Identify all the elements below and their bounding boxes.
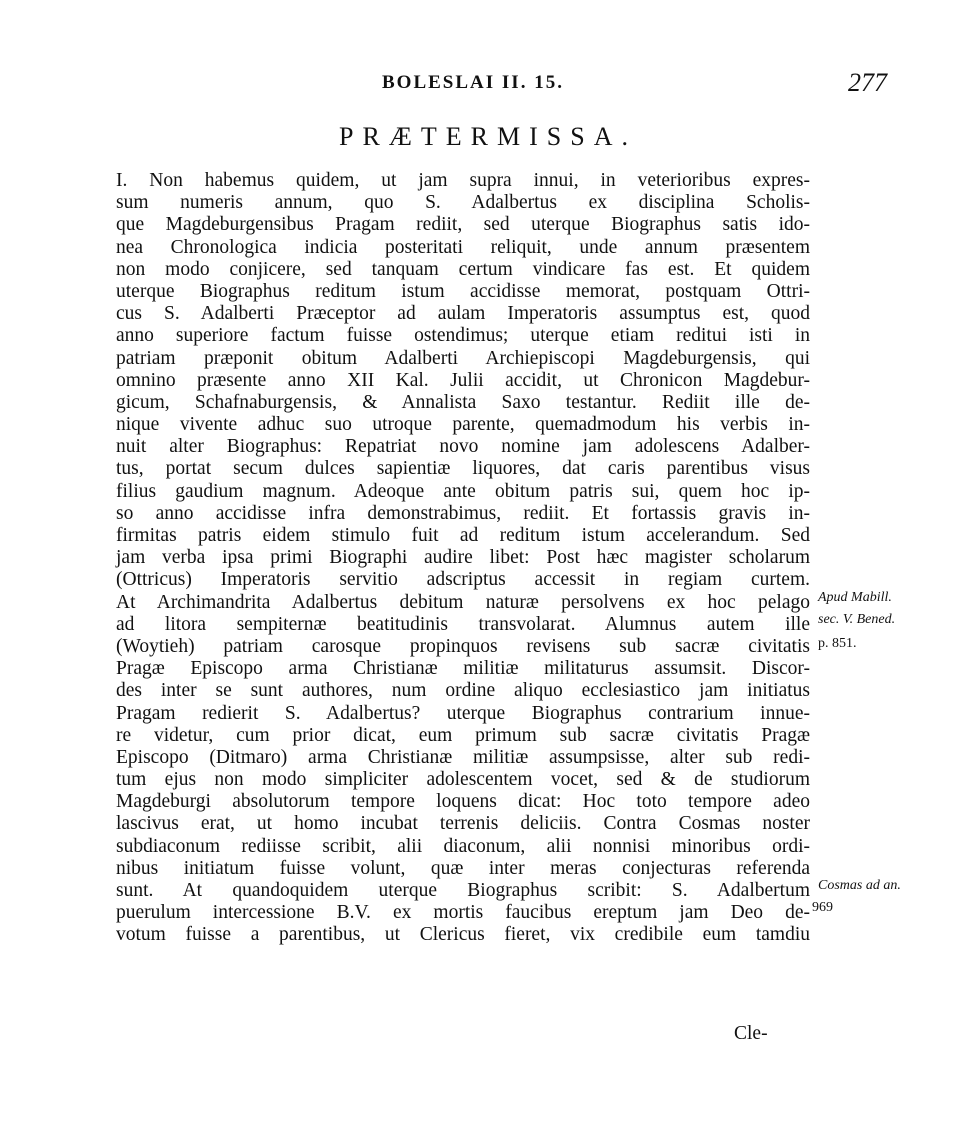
- text-line: re videtur, cum prior dicat, eum primum sub sacræ civitatis Pragæ: [116, 724, 810, 746]
- page-number: 277: [848, 68, 887, 97]
- text-line: votum fuisse a parentibus, ut Clericus fieret, vix credibile eum tamdiu: [116, 924, 810, 946]
- catchword: Cle-: [734, 1023, 768, 1044]
- text-line: ad litora sempiternæ beatitudinis transvolarat. Alumnus autem ille: [116, 613, 810, 635]
- text-line: des inter se sunt authores, num ordine aliquo ecclesiastico jam initiatus: [116, 680, 810, 702]
- section-title: PRÆTERMISSA.: [339, 122, 637, 151]
- text-line: anno superiore factum fuisse ostendimus; uterque etiam reditui isti in: [116, 325, 810, 347]
- margin-note-cosmas: Cosmas ad an.: [818, 878, 901, 893]
- text-line: filius gaudium magnum. Adeoque ante obitum patris sui, quem hoc ip-: [116, 480, 810, 502]
- text-line: Episcopo (Ditmaro) arma Christianæ militiæ assumpsisse, alter sub redi-: [116, 746, 810, 768]
- text-line: patriam præponit obitum Adalberti Archiepiscopi Magdeburgensis, qui: [116, 347, 810, 369]
- text-line: sum numeris annum, quo S. Adalbertus ex disciplina Scholis-: [116, 192, 810, 214]
- text-line: nea Chronologica indicia posteritati reliquit, unde annum præsentem: [116, 236, 810, 258]
- margin-note-source: Apud Mabill.: [818, 590, 892, 605]
- margin-note-page: p. 851.: [818, 636, 857, 651]
- text-line: tus, portat secum dulces sapientiæ liquores, dat caris parentibus visus: [116, 458, 810, 480]
- text-line: puerulum intercessione B.V. ex mortis faucibus ereptum jam Deo de-: [116, 902, 810, 924]
- text-line: nibus initiatum fuisse volunt, quæ inter meras conjecturas referenda: [116, 857, 810, 879]
- text-line: gicum, Schafnaburgensis, & Annalista Saxo testantur. Rediit ille de-: [116, 391, 810, 413]
- text-line: Magdeburgi absolutorum tempore loquens dicat: Hoc toto tempore adeo: [116, 791, 810, 813]
- text-line: sunt. At quandoquidem uterque Biographus scribit: S. Adalbertum: [116, 880, 810, 901]
- body-text: [116, 170, 810, 947]
- text-line: At Archimandrita Adalbertus debitum naturæ persolvens ex hoc pelago: [116, 591, 810, 613]
- text-line: (Woytieh) patriam carosque propinquos revisens sub sacræ civitatis: [116, 635, 810, 657]
- text-line: nuit alter Biographus: Repatriat novo nomine jam adolescens Adalber-: [116, 436, 810, 458]
- running-head: [0, 66, 960, 100]
- text-line: Pragam redierit S. Adalbertus? uterque Biographus contrarium innue-: [116, 702, 810, 724]
- text-line: lascivus erat, ut homo incubat terrenis deliciis. Contra Cosmas noster: [116, 813, 810, 835]
- text-line: omnino præsente anno XII Kal. Julii accidit, ut Chronicon Magdebur-: [116, 369, 810, 391]
- text-line: nique vivente adhuc suo utroque parente, quemadmodum his verbis in-: [116, 414, 810, 436]
- text-line: firmitas patris eidem stimulo fuit ad reditum istum accelerandum. Sed: [116, 525, 810, 546]
- text-line: Pragæ Episcopo arma Christianæ militiæ militaturus assumsit. Discor-: [116, 658, 810, 680]
- text-line: uterque Biographus reditum istum accidisse memorat, postquam Ottri-: [116, 280, 810, 302]
- text-line: so anno accidisse infra demonstrabimus, rediit. Et fortassis gravis in-: [116, 502, 810, 524]
- text-line: non modo conjicere, sed tanquam certum vindicare fas est. Et quidem: [116, 258, 810, 280]
- text-line: cus S. Adalberti Præceptor ad aulam Imperatoris assumptus est, quod: [116, 303, 810, 325]
- text-line: que Magdeburgensibus Pragam rediit, sed uterque Biographus satis ido-: [116, 214, 810, 236]
- text-line: tum ejus non modo simpliciter adolescentem vocet, sed & de studiorum: [116, 769, 810, 791]
- running-title: BOLESLAI II. 15.: [382, 72, 564, 93]
- margin-note-year: 969: [812, 900, 833, 915]
- text-line: I. Non habemus quidem, ut jam supra innui, in veterioribus expres-: [116, 170, 810, 191]
- text-line: (Ottricus) Imperatoris servitio adscriptus accessit in regiam curtem.: [116, 569, 810, 591]
- margin-note-section: sec. V. Bened.: [818, 612, 896, 627]
- text-line: subdiaconum rediisse scribit, alii diaconum, alii nonnisi minoribus ordi-: [116, 835, 810, 857]
- text-line: jam verba ipsa primi Biographi audire libet: Post hæc magister scholarum: [116, 547, 810, 569]
